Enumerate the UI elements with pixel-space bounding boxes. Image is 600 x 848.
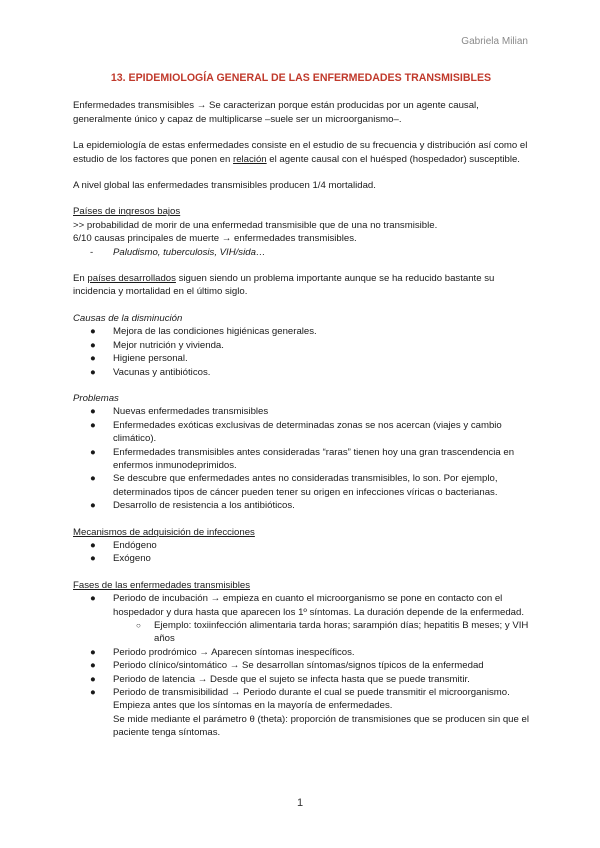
low-income-line-1: >> probabilidad de morir de una enfermedad transmisible que de una no transmisible.	[73, 219, 438, 231]
developed-paragraph: En países desarrollados siguen siendo un problema importante aunque se ha reducido bastante su incidencia y mortalidad en el último siglo.	[73, 273, 495, 298]
list-item: ● Enfermedades exóticas exclusivas de determinadas zonas se nos acercan (viajes y cambio climático).	[90, 419, 502, 445]
problems-section	[73, 392, 529, 513]
mechanisms-section	[73, 526, 529, 566]
underlined-relacion: relación	[233, 153, 267, 165]
intro-paragraph-1: Enfermedades transmisibles → Se caracterizan porque están producidas por un agente causal, generalmente único y capaz de multiplicarse –suele ser un microorganismo–.	[73, 100, 479, 125]
list-item: ● Vacunas y antibióticos.	[90, 366, 211, 378]
causes-heading: Causas de la disminución	[73, 312, 183, 324]
problems-heading: Problemas	[73, 392, 119, 404]
page-number: 1	[296, 797, 304, 809]
mechanisms-heading: Mecanismos de adquisición de infecciones	[73, 526, 255, 538]
page-title: 13. EPIDEMIOLOGÍA GENERAL DE LAS ENFERMEDADES TRANSMISIBLES	[110, 72, 492, 84]
list-item: ● Nuevas enfermedades transmisibles	[90, 406, 269, 418]
list-item: ● Endógeno	[90, 539, 157, 551]
list-item: ● Exógeno	[90, 553, 151, 565]
intro-paragraph-2: La epidemiología de estas enfermedades consiste en el estudio de su frecuencia y distribución así como el estudio de los factores que ponen en relación el agente causal con el huésped (hospedador) susceptible.	[73, 140, 528, 165]
low-income-section	[73, 205, 529, 259]
list-item: ● Enfermedades transmisibles antes consideradas “raras” tienen hoy una gran trascendencia en enfermos inmunodeprimidos.	[90, 446, 515, 471]
phases-heading: Fases de las enfermedades transmisibles	[73, 579, 251, 591]
header-author: Gabriela Milian	[461, 36, 528, 47]
dash-bullet: -	[90, 246, 94, 258]
intro-paragraph-3: A nivel global las enfermedades transmisibles producen 1/4 mortalidad.	[73, 180, 376, 192]
list-item: ● Periodo prodrómico → Aparecen síntomas inespecíficos.	[90, 646, 355, 658]
list-item: ● Periodo de transmisibilidad → Periodo durante el cual se puede transmitir el microorganismo. Empieza antes que los síntomas en la mayoría de enfermedades. Se mide mediante el parámetro θ (theta): proporción de transmisiones que se producen sin que el paciente tenga síntomas.	[90, 687, 529, 739]
document-body	[73, 72, 529, 740]
sub-list-item: ○ Ejemplo: toxiinfección alimentaria tarda horas; sarampión días; hepatitis B meses; y VIH años	[136, 620, 529, 645]
list-item: ● Periodo de incubación → empieza en cuanto el microorganismo se pone en contacto con el hospedador y dura hasta que aparecen los 1º síntomas. La duración depende de la enfermedad.	[90, 593, 524, 618]
list-item: ● Periodo clínico/sintomático → Se desarrollan síntomas/signos típicos de la enfermedad	[90, 660, 484, 672]
list-item: ● Higiene personal.	[90, 353, 188, 365]
causes-section	[73, 312, 529, 379]
list-item: ● Mejora de las condiciones higiénicas generales.	[90, 326, 317, 338]
phases-section	[73, 579, 529, 740]
low-income-line-2: 6/10 causas principales de muerte → enfermedades transmisibles.	[73, 233, 357, 245]
list-item: ● Mejor nutrición y vivienda.	[90, 339, 224, 351]
list-item: ● Desarrollo de resistencia a los antibióticos.	[90, 500, 295, 512]
list-item: - Paludismo, tuberculosis, VIH/sida…	[90, 246, 266, 258]
list-item: ● Periodo de latencia → Desde que el sujeto se infecta hasta que se puede transmitir.	[90, 673, 470, 685]
low-income-heading: Países de ingresos bajos	[73, 206, 181, 218]
list-item: ● Se descubre que enfermedades antes no consideradas transmisibles, lo son. Por ejemplo, determinados tipos de cáncer pueden tener su origen en infecciones víricas o bacterianas.	[90, 473, 498, 498]
